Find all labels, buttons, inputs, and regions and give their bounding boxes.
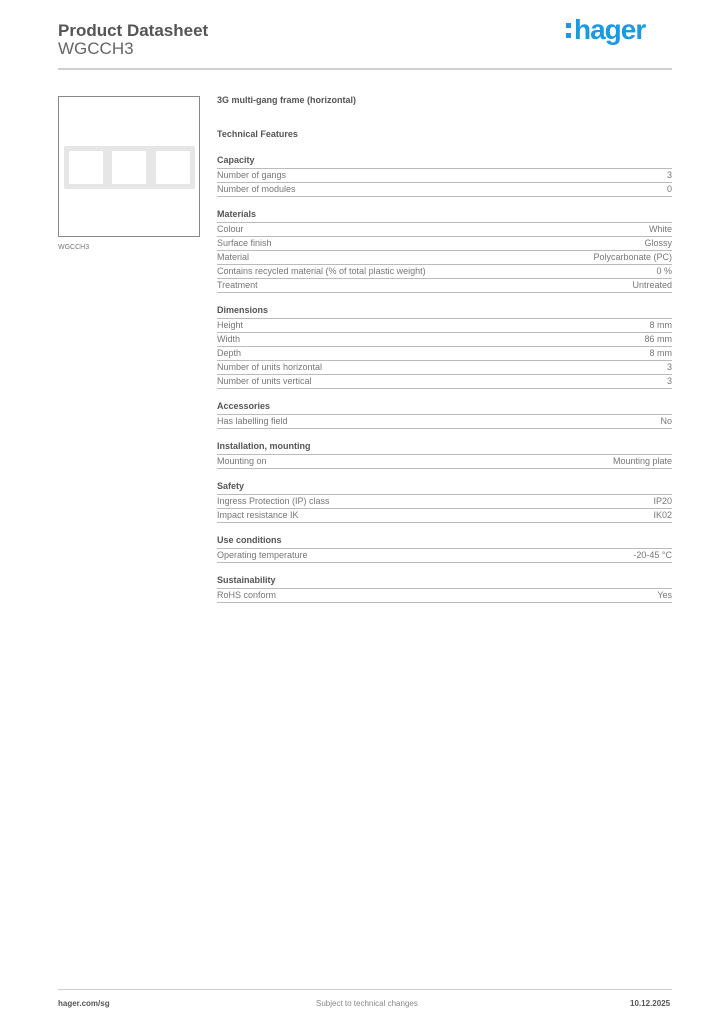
spec-label: Depth [217,348,242,358]
spec-row [217,455,672,469]
spec-label: Number of gangs [217,170,287,180]
hager-logo [566,14,645,46]
spec-label: Has labelling field [217,416,288,426]
footer-date: 10.12.2025 [630,999,671,1008]
spec-section [217,155,672,197]
spec-row [217,415,672,429]
product-code: WGCCH3 [58,39,134,58]
spec-label: Surface finish [217,238,272,248]
technical-features-heading: Technical Features [217,129,298,139]
spec-value: 8 mm [649,348,672,358]
spec-value: White [648,224,672,234]
spec-row [217,589,672,603]
spec-section [217,535,672,563]
image-caption: WGCCH3 [58,244,90,251]
spec-value: 0 % [656,266,672,276]
spec-label: Ingress Protection (IP) class [217,496,330,506]
footer-website-link[interactable]: hager.com/sg [58,999,110,1008]
spec-label: Colour [217,224,244,234]
spec-label: Number of units horizontal [217,362,323,372]
frame-illustration-icon [64,146,195,189]
spec-value: 8 mm [649,320,672,330]
spec-value: Polycarbonate (PC) [593,252,672,262]
spec-label: Number of modules [217,184,296,194]
spec-row [217,279,672,293]
spec-row [217,549,672,563]
spec-value: 3 [666,362,672,372]
spec-section [217,481,672,523]
spec-section [217,441,672,469]
spec-row [217,319,672,333]
spec-row [217,495,672,509]
specs-panel [217,95,672,603]
spec-label: Treatment [217,280,258,290]
spec-row [217,237,672,251]
section-title: Capacity [217,155,672,169]
spec-section [217,575,672,603]
spec-label: Height [217,320,244,330]
spec-row [217,183,672,197]
spec-label: RoHS conform [217,590,277,600]
spec-value: 3 [666,170,672,180]
footer-divider [58,989,672,990]
spec-value: Mounting plate [612,456,672,466]
spec-label: Number of units vertical [217,376,312,386]
spec-row [217,251,672,265]
section-title: Accessories [217,401,672,415]
spec-row [217,509,672,523]
spec-value: 3 [666,376,672,386]
spec-row [217,223,672,237]
spec-value: 86 mm [644,334,672,344]
spec-row [217,169,672,183]
spec-row [217,347,672,361]
spec-label: Operating temperature [217,550,308,560]
spec-value: IP20 [653,496,672,506]
spec-row [217,265,672,279]
section-title: Materials [217,209,672,223]
logo-text: hager [574,14,646,45]
logo-colon-icon [566,20,571,40]
document-title: Product Datasheet [58,21,209,40]
spec-value: Untreated [632,280,672,290]
spec-value: Yes [657,590,672,600]
spec-label: Impact resistance IK [217,510,299,520]
spec-value: -20-45 °C [633,550,672,560]
header-divider [58,68,672,70]
spec-value: Glossy [644,238,672,248]
section-title: Sustainability [217,575,672,589]
spec-label: Contains recycled material (% of total plastic weight) [217,266,426,276]
spec-section [217,401,672,429]
spec-value: 0 [666,184,672,194]
section-title: Use conditions [217,535,672,549]
section-title: Dimensions [217,305,672,319]
spec-label: Width [217,334,241,344]
spec-section [217,209,672,293]
spec-sections [217,155,672,603]
spec-row [217,333,672,347]
spec-label: Mounting on [217,456,267,466]
spec-value: No [660,416,672,426]
section-title: Safety [217,481,672,495]
spec-label: Material [217,252,250,262]
spec-row [217,361,672,375]
spec-section [217,305,672,389]
section-title: Installation, mounting [217,441,672,455]
footer-notice: Subject to technical changes [316,999,418,1008]
spec-value: IK02 [653,510,672,520]
product-image [58,96,200,237]
product-name: 3G multi-gang frame (horizontal) [217,95,357,105]
spec-row [217,375,672,389]
